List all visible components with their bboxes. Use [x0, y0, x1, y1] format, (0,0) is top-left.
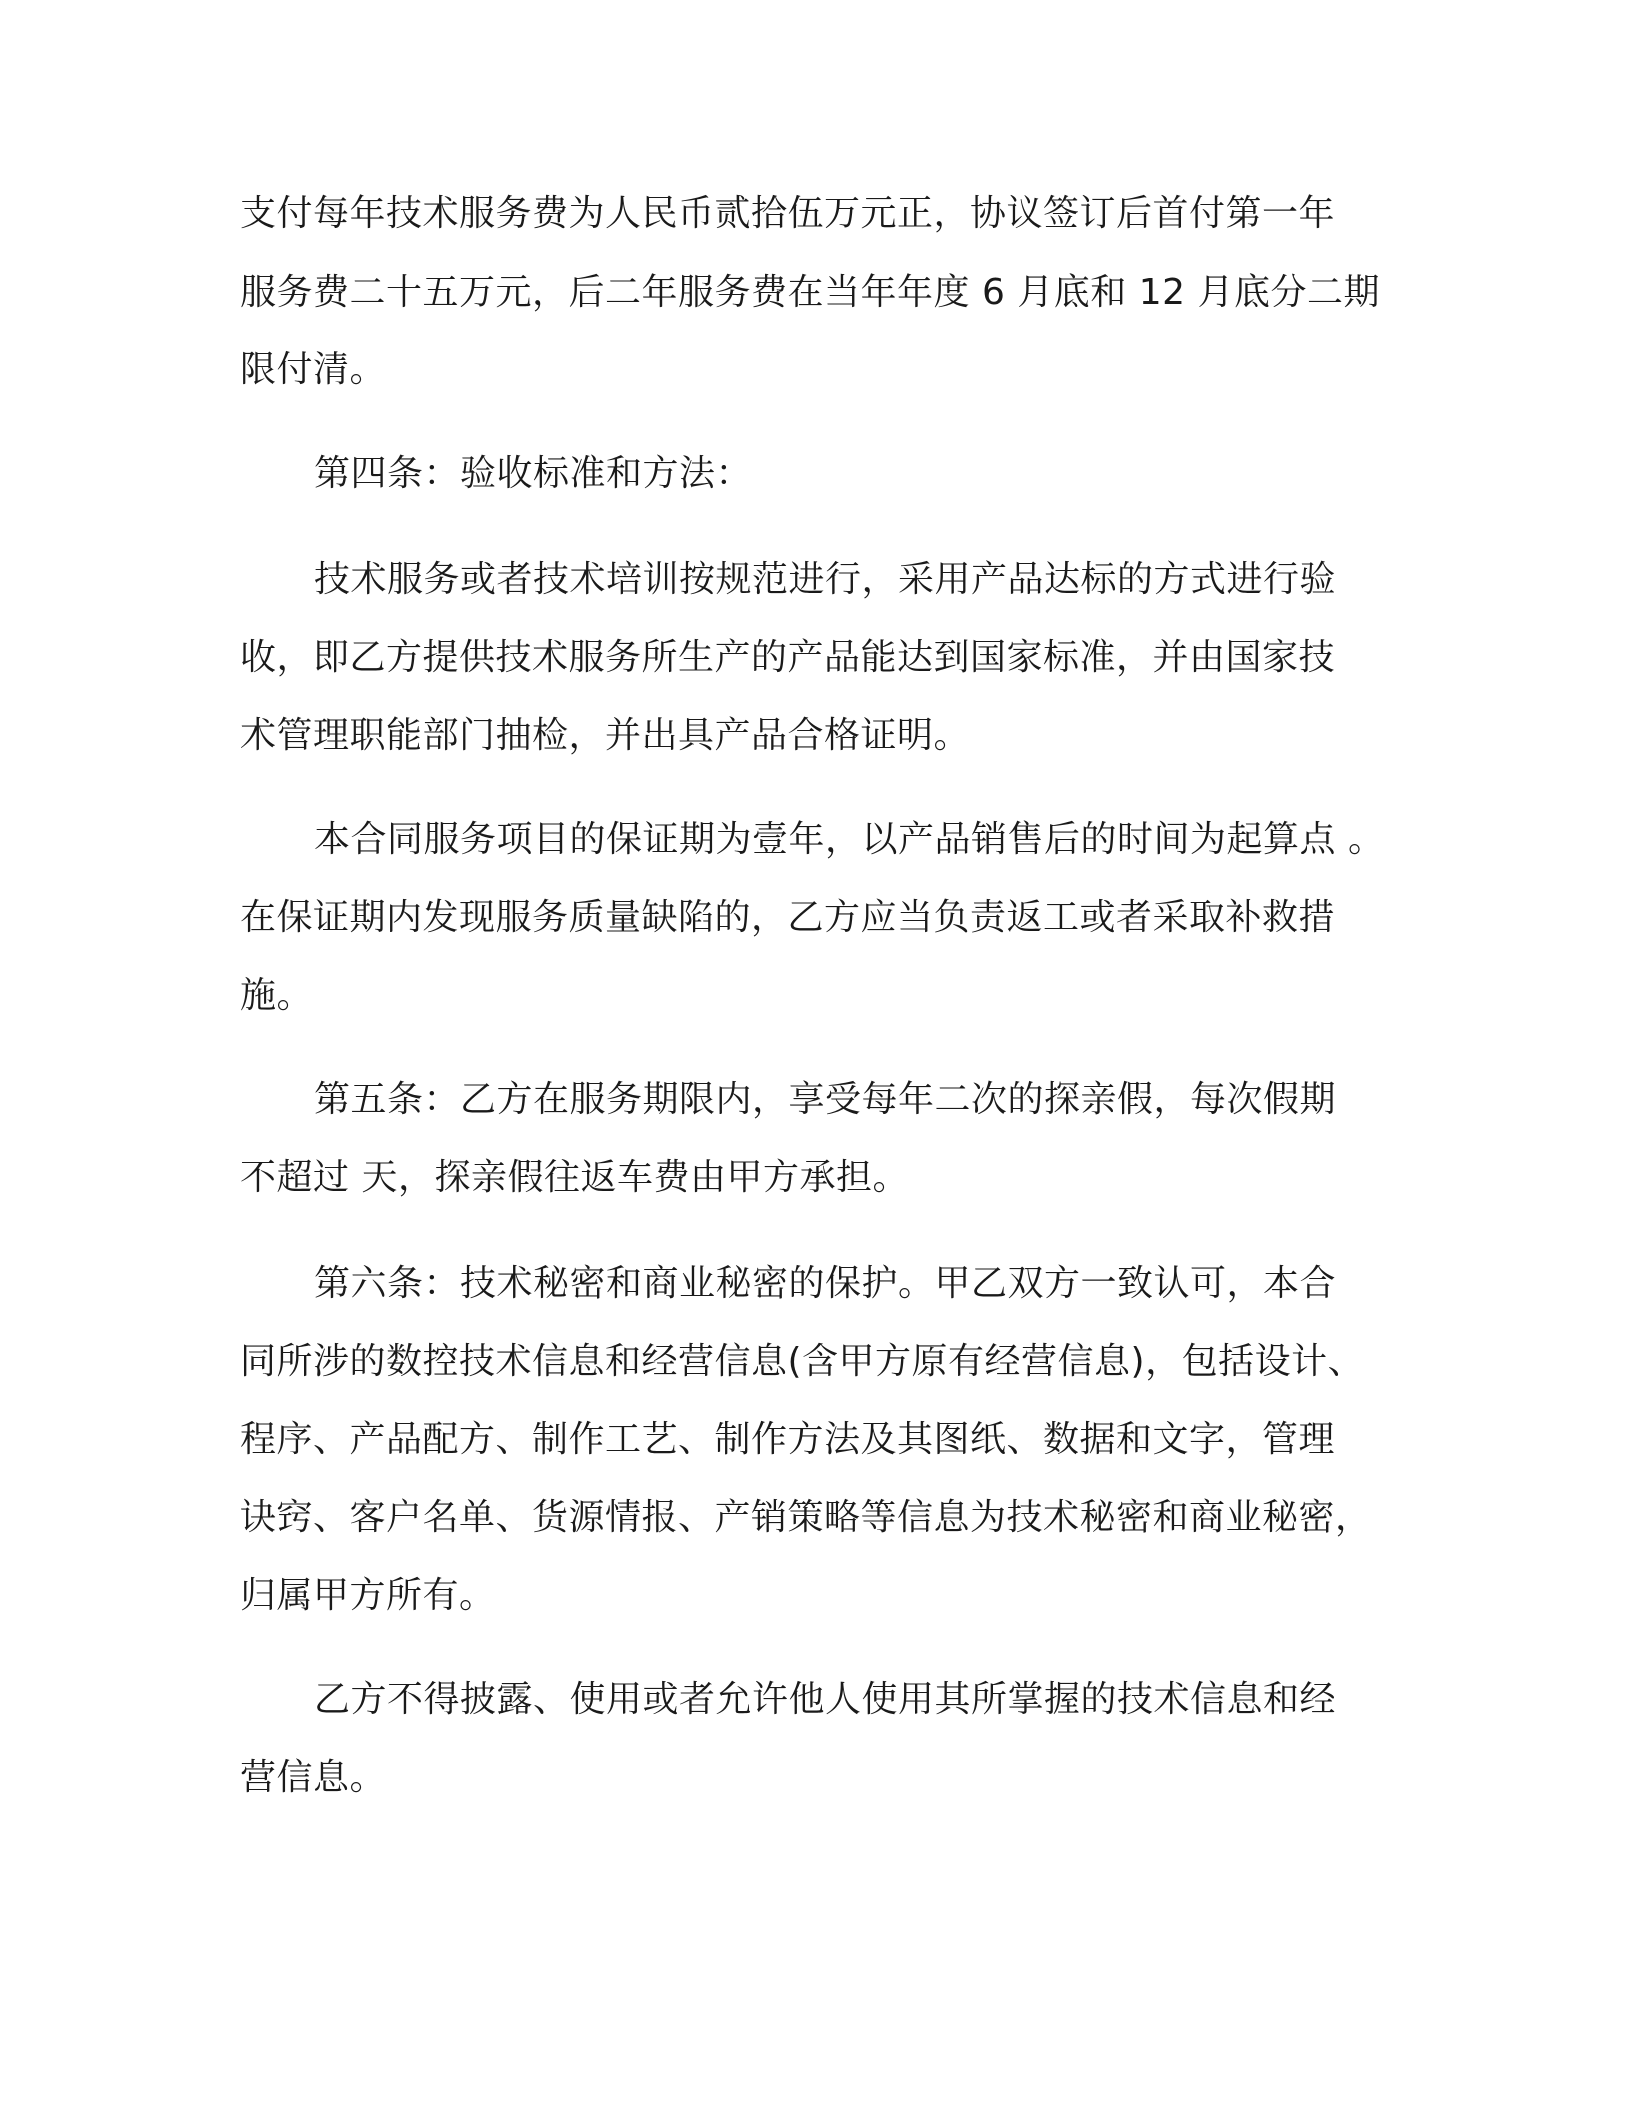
article-4-heading: 第四条：验收标准和方法： — [314, 453, 753, 494]
article-5-line-1: 第五条：乙方在服务期限内，享受每年二次的探亲假，每次假期 — [314, 1079, 1337, 1120]
warranty-line-2: 在保证期内发现服务质量缺陷的，乙方应当负责返工或者采取补救措 — [240, 897, 1336, 938]
article-5-line-2: 不超过 天，探亲假往返车费由甲方承担。 — [240, 1157, 909, 1198]
nondisclosure-line-1: 乙方不得披露、使用或者允许他人使用其所掌握的技术信息和经 — [314, 1679, 1337, 1720]
article-6-line-2: 同所涉的数控技术信息和经营信息(含甲方原有经营信息)，包括设计、 — [240, 1341, 1365, 1382]
article-6-line-1: 第六条：技术秘密和商业秘密的保护。甲乙双方一致认可，本合 — [314, 1263, 1337, 1304]
warranty-line-1: 本合同服务项目的保证期为壹年，以产品销售后的时间为起算点 。 — [314, 819, 1385, 860]
acceptance-line-3: 术管理职能部门抽检，并出具产品合格证明。 — [240, 715, 971, 756]
nondisclosure-line-2: 营信息。 — [240, 1757, 387, 1798]
payment-line-3: 限付清。 — [240, 349, 387, 390]
payment-line-1: 支付每年技术服务费为人民币贰拾伍万元正，协议签订后首付第一年 — [240, 193, 1336, 234]
article-6-line-4: 诀窍、客户名单、货源情报、产销策略等信息为技术秘密和商业秘密， — [240, 1497, 1372, 1538]
article-6-line-3: 程序、产品配方、制作工艺、制作方法及其图纸、数据和文字，管理 — [240, 1419, 1336, 1460]
warranty-line-3: 施。 — [240, 975, 314, 1016]
article-6-line-5: 归属甲方所有。 — [240, 1575, 496, 1616]
payment-line-2: 服务费二十五万元，后二年服务费在当年年度 6 月底和 12 月底分二期 — [240, 272, 1380, 313]
acceptance-line-1: 技术服务或者技术培训按规范进行，采用产品达标的方式进行验 — [314, 559, 1337, 600]
acceptance-line-2: 收，即乙方提供技术服务所生产的产品能达到国家标准，并由国家技 — [240, 637, 1336, 678]
